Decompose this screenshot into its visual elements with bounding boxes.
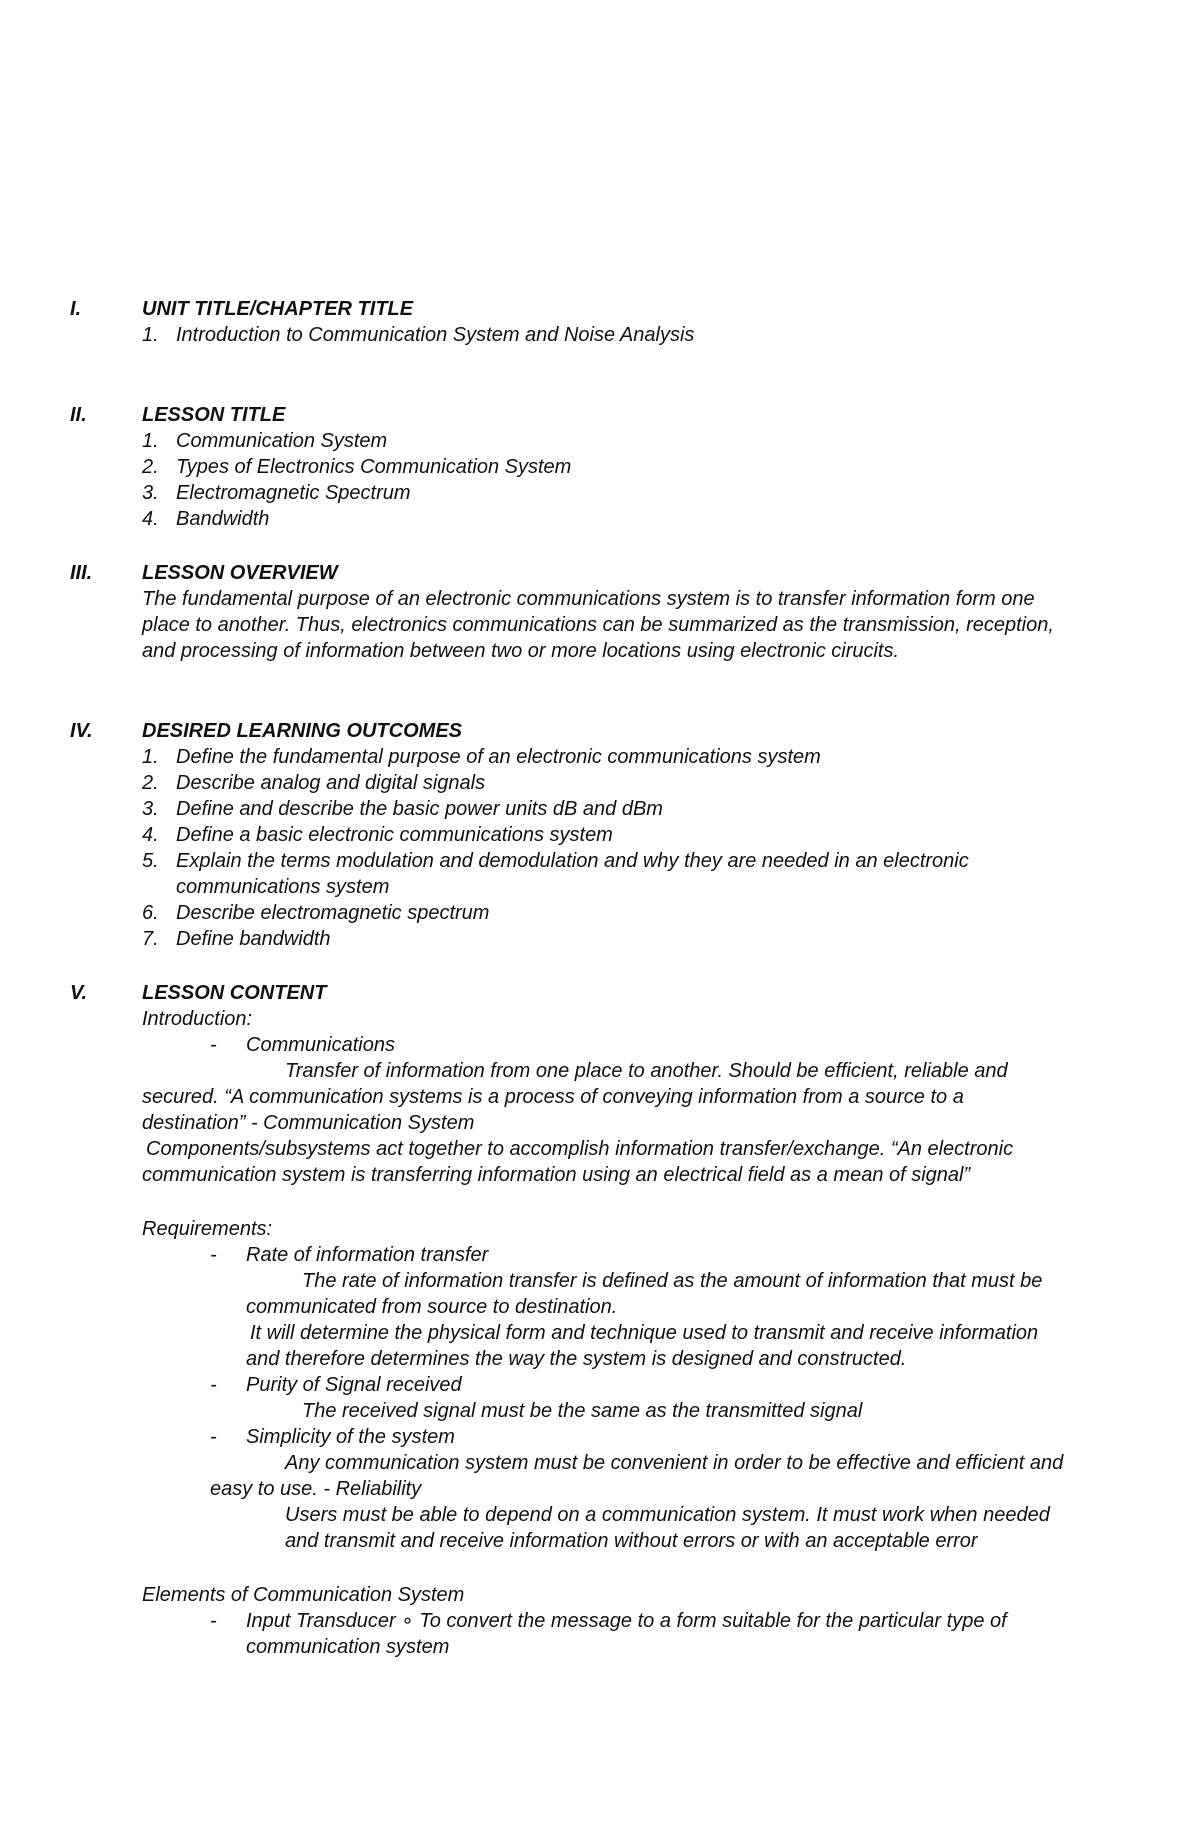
body-line: and therefore determines the way the system is designed and constructed. bbox=[246, 1348, 907, 1370]
intro-label: Introduction: bbox=[142, 1008, 253, 1030]
list-item: 1. Define the fundamental purpose of an electronic communications system bbox=[142, 746, 821, 768]
requirement-title: Simplicity of the system bbox=[246, 1426, 455, 1448]
list-item: 4. Define a basic electronic communications system bbox=[142, 824, 613, 846]
body-line: Input Transducer ∘ To convert the message to a form suitable for the particular type of bbox=[246, 1610, 1007, 1632]
body-line: communicated from source to destination. bbox=[246, 1296, 618, 1318]
section-heading: LESSON TITLE bbox=[142, 404, 286, 426]
list-item: 5. Explain the terms modulation and demodulation and why they are needed in an electronic bbox=[142, 850, 969, 872]
list-item-continuation: communications system bbox=[176, 876, 390, 898]
bullet-dash: - bbox=[210, 1610, 217, 1632]
bullet-dash: - bbox=[210, 1374, 217, 1396]
body-line: It will determine the physical form and technique used to transmit and receive information bbox=[250, 1322, 1039, 1344]
list-item: 7. Define bandwidth bbox=[142, 928, 331, 950]
list-item: 1. Communication System bbox=[142, 430, 388, 452]
overview-line: The fundamental purpose of an electronic communications system is to transfer information form one bbox=[142, 588, 1035, 610]
list-item: 2. Types of Electronics Communication System bbox=[142, 456, 572, 478]
requirements-label: Requirements: bbox=[142, 1218, 273, 1240]
section-heading: LESSON OVERVIEW bbox=[142, 562, 338, 584]
requirement-title: Rate of information transfer bbox=[246, 1244, 489, 1266]
body-line: Any communication system must be convenient in order to be effective and efficient and bbox=[285, 1452, 1064, 1474]
section-heading: LESSON CONTENT bbox=[142, 982, 327, 1004]
bullet-dash: - bbox=[210, 1034, 217, 1056]
overview-line: place to another. Thus, electronics communications can be summarized as the transmission, reception, bbox=[142, 614, 1054, 636]
section-numeral: V. bbox=[70, 982, 88, 1004]
bullet-dash: - bbox=[210, 1426, 217, 1448]
body-line: destination” - Communication System bbox=[142, 1112, 475, 1134]
body-line: Components/subsystems act together to accomplish information transfer/exchange. “An electronic bbox=[146, 1138, 1014, 1160]
elements-label: Elements of Communication System bbox=[142, 1584, 465, 1606]
body-line: easy to use. - Reliability bbox=[210, 1478, 422, 1500]
list-item: 2. Describe analog and digital signals bbox=[142, 772, 486, 794]
body-line: Transfer of information from one place to another. Should be efficient, reliable and bbox=[285, 1060, 1008, 1082]
section-numeral: II. bbox=[70, 404, 87, 426]
list-item: 3. Define and describe the basic power units dB and dBm bbox=[142, 798, 663, 820]
list-item: 6. Describe electromagnetic spectrum bbox=[142, 902, 490, 924]
body-line: Users must be able to depend on a communication system. It must work when needed bbox=[285, 1504, 1050, 1526]
body-line: communication system bbox=[246, 1636, 450, 1658]
section-heading: UNIT TITLE/CHAPTER TITLE bbox=[142, 298, 414, 320]
section-numeral: I. bbox=[70, 298, 82, 320]
list-item: 1. Introduction to Communication System and Noise Analysis bbox=[142, 324, 695, 346]
body-line: The received signal must be the same as the transmitted signal bbox=[302, 1400, 863, 1422]
body-line: communication system is transferring information using an electrical field as a mean of signal” bbox=[142, 1164, 971, 1186]
bullet-dash: - bbox=[210, 1244, 217, 1266]
list-item: 4. Bandwidth bbox=[142, 508, 270, 530]
section-heading: DESIRED LEARNING OUTCOMES bbox=[142, 720, 463, 742]
overview-line: and processing of information between two or more locations using electronic cirucits. bbox=[142, 640, 900, 662]
requirement-title: Purity of Signal received bbox=[246, 1374, 462, 1396]
section-numeral: IV. bbox=[70, 720, 93, 742]
section-numeral: III. bbox=[70, 562, 93, 584]
body-line: and transmit and receive information without errors or with an acceptable error bbox=[285, 1530, 978, 1552]
body-line: The rate of information transfer is defined as the amount of information that must be bbox=[302, 1270, 1043, 1292]
list-item: 3. Electromagnetic Spectrum bbox=[142, 482, 411, 504]
body-line: secured. “A communication systems is a process of conveying information from a source to a bbox=[142, 1086, 964, 1108]
communications-label: Communications bbox=[246, 1034, 395, 1056]
